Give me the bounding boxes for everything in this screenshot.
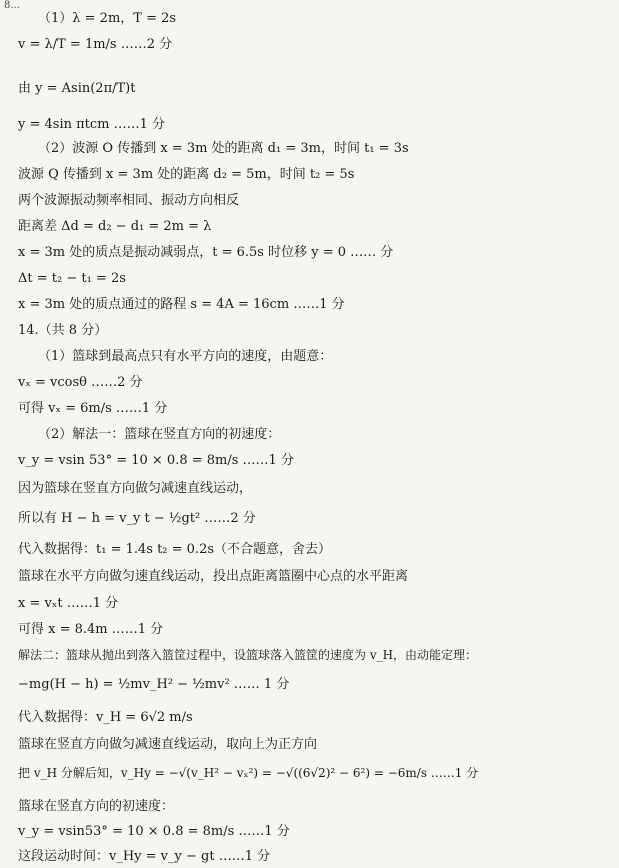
line-19: 所以有 H − h = v_y t − ½gt² ……2 分 <box>18 511 256 526</box>
line-31: 这段运动时间：v_Hy = v_y − gt ……1 分 <box>18 849 271 864</box>
line-4: y = 4sin πtcm ……1 分 <box>18 117 166 132</box>
line-8: 距离差 Δd = d₂ − d₁ = 2m = λ <box>18 219 212 234</box>
line-9: x = 3m 处的质点是振动减弱点，t = 6.5s 时位移 y = 0 …… 分 <box>18 245 394 260</box>
line-1: （1）λ = 2m，T = 2s <box>38 11 177 26</box>
line-12: 14.（共 8 分） <box>18 323 108 338</box>
line-16: （2）解法一：篮球在竖直方向的初速度： <box>38 427 281 442</box>
line-27: 篮球在竖直方向做匀减速直线运动，取向上为正方向 <box>18 737 318 752</box>
corner-label: 8... <box>4 0 20 11</box>
line-17: v_y = vsin 53° = 10 × 0.8 = 8m/s ……1 分 <box>18 453 294 468</box>
line-13: （1）篮球到最高点只有水平方向的速度，由题意： <box>38 349 333 364</box>
line-15: 可得 vₓ = 6m/s ……1 分 <box>18 401 168 416</box>
line-26: 代入数据得：v_H = 6√2 m/s <box>18 710 193 725</box>
line-28: 把 v_H 分解后知，v_Hy = −√(v_H² − vₓ²) = −√((6√2)² − 6²) = −6m/s ……1 分 <box>18 766 479 780</box>
line-11: x = 3m 处的质点通过的路程 s = 4A = 16cm ……1 分 <box>18 297 345 312</box>
line-23: 可得 x = 8.4m ……1 分 <box>18 622 164 637</box>
line-2: v = λ/T = 1m/s ……2 分 <box>18 37 173 52</box>
line-18: 因为篮球在竖直方向做匀减速直线运动， <box>18 481 253 496</box>
line-30: v_y = vsin53° = 10 × 0.8 = 8m/s ……1 分 <box>18 824 290 839</box>
line-6: 波源 Q 传播到 x = 3m 处的距离 d₂ = 5m，时间 t₂ = 5s <box>18 167 355 182</box>
line-10: Δt = t₂ − t₁ = 2s <box>18 271 126 286</box>
line-29: 篮球在竖直方向的初速度： <box>18 799 175 814</box>
line-24: 解法二：篮球从抛出到落入篮筐过程中，设篮球落入篮筐的速度为 v_H，由动能定理： <box>18 648 478 662</box>
line-7: 两个波源振动频率相同、振动方向相反 <box>18 193 240 208</box>
line-3: 由 y = Asin(2π/T)t <box>18 81 136 96</box>
line-5: （2）波源 O 传播到 x = 3m 处的距离 d₁ = 3m，时间 t₁ = 3s <box>38 141 409 156</box>
line-20: 代入数据得：t₁ = 1.4s t₂ = 0.2s（不合题意，舍去） <box>18 542 332 557</box>
line-25: −mg(H − h) = ½mv_H² − ½mv² …… 1 分 <box>18 677 290 692</box>
line-14: vₓ = vcosθ ……2 分 <box>18 375 143 390</box>
line-21: 篮球在水平方向做匀速直线运动，投出点距离篮圈中心点的水平距离 <box>18 569 409 584</box>
line-22: x = vₓt ……1 分 <box>18 596 119 611</box>
